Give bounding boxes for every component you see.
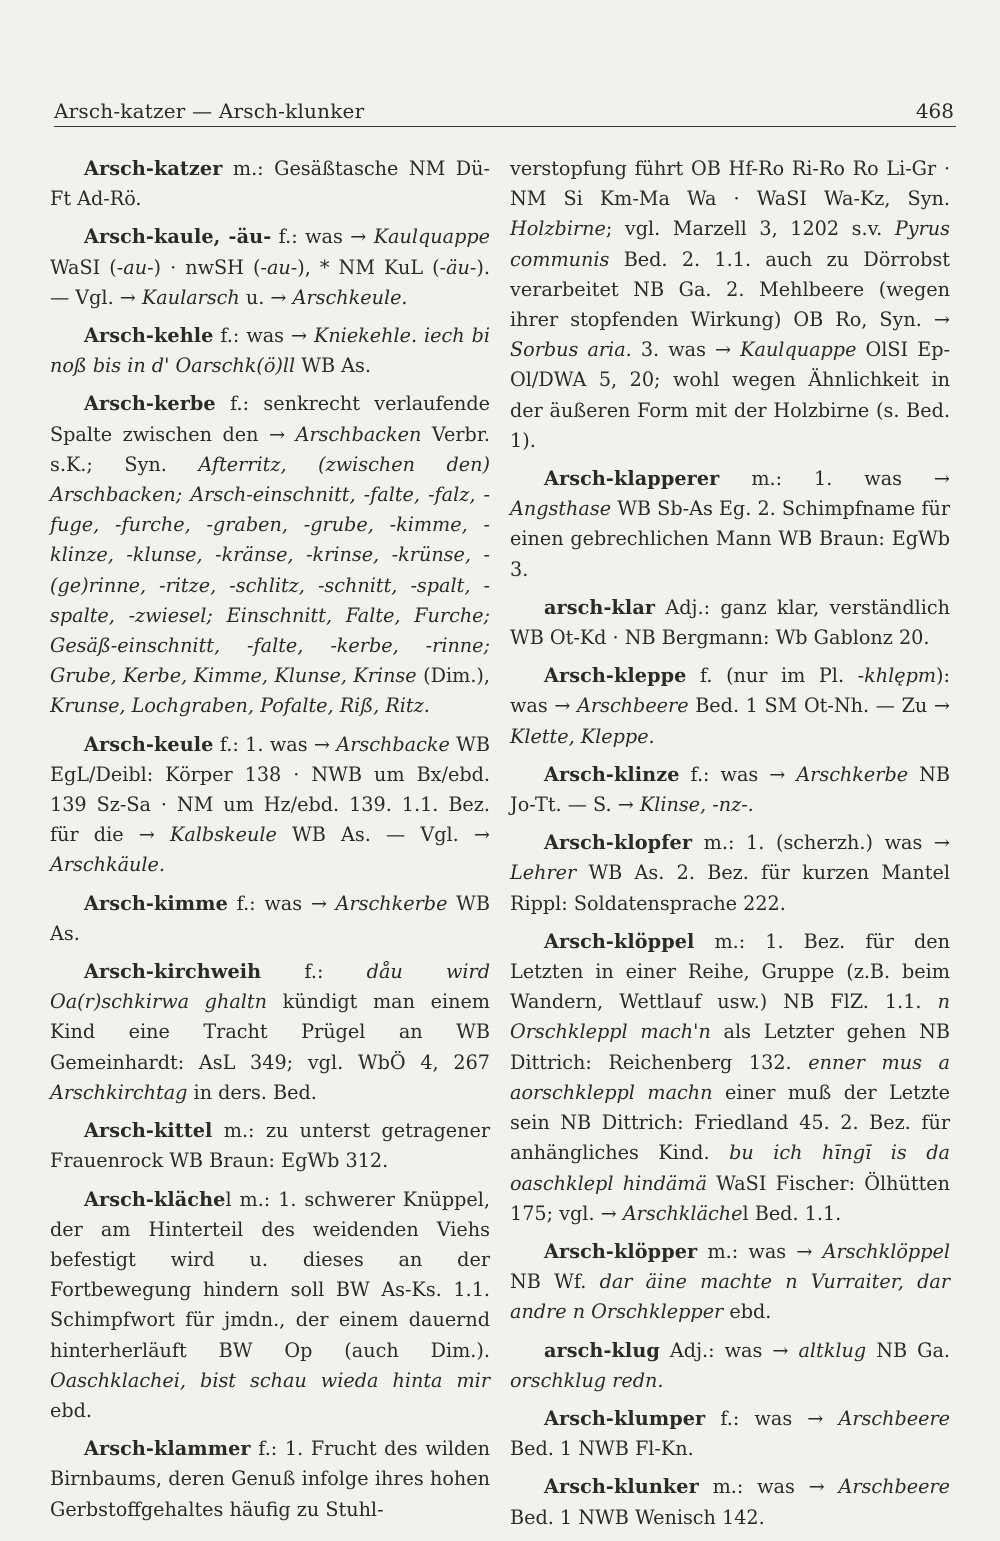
entry-italic-text: Arschbacke [336,732,450,756]
entry-text: (Dim.), [416,664,491,688]
entry-lemma: Arsch-kerbe [84,392,216,416]
entry-text: WB EgL/Deibl: Körper 138 · NWB um Bx/ebd. 139 Sz-Sa · NM um Hz/ebd. 139. 1.1. Bez. für die → [50,732,491,847]
entry-italic-text: Holzbirne [510,217,606,241]
entry-text: Adj.: was → [659,1338,799,1362]
entry-text: l Bed. 1.1. [742,1201,842,1225]
dictionary-entry [510,593,950,653]
entry-italic-text: Arschkäule. [50,853,165,877]
entry-italic-text: Angsthase [510,497,612,521]
dictionary-entry [510,1336,950,1396]
entry-italic-text: Kaularsch [141,285,240,309]
entry-italic-text: au [266,255,291,279]
right-column [510,154,950,1541]
dictionary-entry [510,760,950,820]
entry-text: Bed. 1 SM Ot-Nh. — Zu → [688,694,950,718]
entry-lemma: Arsch-kehle [84,324,214,348]
entry-text: verstopfung führt OB Hf-Ro Ri-Ro Ro Li-Gr · NM Si Km-Ma Wa · WaSI Wa-Kz, Syn. [510,157,950,211]
entry-text: NB Wf. [510,1270,600,1294]
entry-italic-text: bu ich hīngī is da oaschklepl hindämä [510,1141,950,1195]
entry-italic-text: Arschkläche [622,1201,743,1225]
entry-italic-text: Arschbeere [577,694,689,718]
entry-italic-text: orschklug redn. [510,1368,664,1392]
entry-italic-text: Arschbeere [838,1475,950,1499]
entry-text: WB As. [50,891,491,945]
entry-lemma: Arsch-klapperer [544,467,720,491]
entry-text: WB As. 2. Bez. für kurzen Mantel Rippl: Soldatensprache 222. [510,861,950,915]
entry-text: NB Ga. [866,1338,950,1362]
entry-text: f.: [261,960,367,984]
dictionary-entry [510,1237,950,1328]
entry-lemma: Arsch-klinze [544,762,680,786]
dictionary-entry [50,957,490,1108]
entry-text: u. → [239,285,293,309]
entry-text: f.: 1. was → [213,732,337,756]
entry-text: ebd. [50,1398,93,1422]
dictionary-entry [50,154,490,214]
entry-italic-text: Arschkirchtag [50,1080,188,1104]
entry-text: in ders. Bed. [187,1080,317,1104]
entry-italic-text: dåu wird Oa(r)schkirwa ghaltn [50,960,490,1014]
entry-text: Bed. 2. 1.1. auch zu Dörrobst verarbeitet NB Ga. 2. Mehlbeere (wegen ihrer stopfenden Wirkung) OB Ro, Syn. → [510,247,950,332]
entry-italic-text: Oaschklachei, bist schau wieda hinta mir [50,1368,490,1392]
entry-italic-text: Kniekehle. iech bi noß bis in d' Oarschk(ö)ll [50,324,490,378]
entry-text: Adj.: ganz klar, verständlich WB Ot-Kd · NB Bergmann: Wb Gablonz 20. [510,595,950,650]
entry-italic-text: Krunse, Lochgraben, Pofalte, Riß, Ritz. [50,694,430,718]
entry-italic-text: Lehrer [510,861,577,885]
entry-text: m.: was → [697,1239,823,1263]
dictionary-entry [50,1185,490,1427]
entry-italic-text: Kaulquappe [373,225,490,249]
entry-text: m.: 1. (scherzh.) was → [692,831,950,855]
dictionary-entry [510,661,950,752]
entry-italic-text: dar äine machte n Vurraiter, dar andre n Orschklepper [510,1270,950,1324]
entry-text: ; vgl. Marzell 3, 1202 s.v. [605,217,895,241]
dictionary-entry [510,828,950,919]
page-number: 468 [915,99,954,123]
entry-text: Bed. 1 NWB Fl-Kn. [510,1437,694,1461]
entry-lemma: Arsch-kittel [84,1119,213,1143]
entry-lemma: Arsch-kaule, -äu- [84,225,272,249]
entry-text: f.: was → [227,891,336,915]
entry-lemma: Arsch-klumper [544,1406,706,1430]
entry-text: OlSI Ep-Ol/DWA 5, 20; wohl wegen Ähnlichkeit in der äußeren Form mit der Holzbirne (s. Bed. 1). [510,338,950,452]
entry-text: -), * NM KuL (- [290,255,447,279]
entry-text: 3. was → [631,338,741,362]
entry-text: f.: was → [271,225,374,249]
entry-text: WB As. — Vgl. → [276,823,490,847]
entry-italic-text: khlępm [864,664,937,688]
entry-text: WaSI Fischer: Ölhütten 175; vgl. → [510,1171,950,1225]
dictionary-entry [510,464,950,585]
entry-lemma: Arsch-klöpper [544,1239,698,1263]
entry-lemma: Arsch-kleppe [544,664,687,688]
entry-italic-text: enner mus a aorschkleppl machn [510,1050,950,1104]
dictionary-entry [50,1434,490,1525]
entry-text: f.: 1. Frucht des wilden Birnbaums, deren Genuß infolge ihres hohen Gerbstoffgehaltes häufig zu Stuhl- [50,1437,490,1521]
entry-text: -) · nwSH (- [147,255,267,279]
dictionary-entry [50,389,490,721]
dictionary-entry [50,321,490,381]
dictionary-entry [510,154,950,456]
entry-text: m.: 1. Bez. für den Letzten in einer Reihe, Gruppe (z.B. beim Wandern, Wettlauf usw.) NB FlZ. 1.1. [510,929,950,1014]
dictionary-entry [50,730,490,881]
entry-text: WB Sb-As Eg. 2. Schimpfname für einen gebrechlichen Mann WB Braun: EgWb 3. [510,497,950,581]
entry-text: m.: zu unterst getragener Frauenrock WB Braun: EgWb 312. [50,1119,490,1173]
entry-text: ): was → [510,664,950,718]
dictionary-entry [510,927,950,1229]
entry-text: m.: Gesäßtasche NM Dü-Ft Ad-Rö. [50,157,490,211]
entry-text: ebd. [723,1300,772,1324]
entry-lemma: arsch-klar [544,595,656,619]
entry-lemma: Arsch-keule [84,732,214,756]
dictionary-entry [50,889,490,949]
entry-text: als Letzter gehen NB Dittrich: Reichenberg 132. [510,1020,950,1074]
entry-italic-text: au [123,255,148,279]
dictionary-entry [510,1404,950,1464]
entry-text: Bed. 1 NWB Wenisch 142. [510,1505,765,1529]
entry-lemma: Arsch-klunker [544,1475,699,1499]
entry-italic-text: Pyrus communis [510,217,950,271]
dictionary-entry [50,222,490,313]
entry-italic-text: Afterritz, (zwischen den) Arschbacken; Arsch-einschnitt, -falte, -falz, -fuge, -furche, -graben, -grube, -kimme, -klinze, -klunse, -kränse, -krinse, -krünse, -(ge)rinne, -ritze, -schlitz, -schnitt, -spalt, -spalte, -zwiesel; Einschnitt, Falte, Furche; Gesäß-einschnitt, -falte, -kerbe, -rinne; Grube, Kerbe, Kimme, Klunse, Krinse [50,452,490,688]
entry-italic-text: Arschklöppel [822,1239,950,1263]
entry-italic-text: n Orschkleppl mach'n [510,990,950,1044]
entry-text: WB As. [295,354,371,378]
entry-italic-text: Arschbacken [295,422,422,446]
entry-lemma: Arsch-kirchweih [84,960,262,984]
entry-lemma: Arsch-klöppel [544,929,695,953]
entry-text: m.: 1. was → [719,467,950,491]
entry-italic-text: altklug [798,1338,867,1362]
entry-italic-text: Arschkerbe [335,891,448,915]
entry-text: f.: was → [705,1406,839,1430]
entry-text: f. (nur im Pl. - [686,664,865,688]
entry-text: f.: senkrecht verlaufende Spalte zwischen den → [50,392,490,446]
entry-italic-text: Arschkeule. [292,285,408,309]
entry-text: m.: was → [698,1475,839,1499]
entry-italic-text: Kalbskeule [170,823,277,847]
entry-lemma: Arsch-kläche [84,1187,226,1211]
entry-text: Verbr. s.K.; Syn. [50,422,491,476]
entry-lemma: Arsch-katzer [84,157,223,180]
entry-text: einer muß der Letzte sein NB Dittrich: Friedland 45. 2. Bez. für anhängliches Kind. [510,1080,950,1165]
entry-text: f.: was → [213,324,314,348]
entry-italic-text: Klinse, -nz-. [639,793,754,817]
entry-lemma: Arsch-klopfer [544,831,693,855]
entry-text: -). — Vgl. → [50,255,490,309]
entry-text: kündigt man einem Kind eine Tracht Prügel an WB Gemeinhardt: AsL 349; vgl. WbÖ 4, 267 [50,990,490,1074]
entry-italic-text: Klette, Kleppe. [510,724,655,748]
entry-italic-text: Sorbus aria. [510,338,632,362]
dictionary-entry [510,1472,950,1532]
entry-italic-text: Arschkerbe [796,762,909,786]
left-column [50,154,490,1533]
entry-italic-text: äu [446,255,470,279]
entry-lemma: Arsch-klammer [84,1437,251,1461]
entry-lemma: Arsch-kimme [84,891,228,915]
entry-text: f.: was → [679,762,797,786]
entry-text: l m.: 1. schwerer Knüppel, der am Hinterteil des weidenden Viehs befestigt wird u. dieses an der Fortbewegung hindern soll BW As-Ks. 1.1. Schimpfwort für jmdn., der einem dauernd hinterherläuft BW Op (auch Dim.). [50,1187,490,1362]
entry-text: NB Jo-Tt. — S. → [510,762,950,817]
entry-lemma: arsch-klug [544,1338,660,1362]
entry-italic-text: Arschbeere [838,1406,950,1430]
running-header [54,96,956,127]
entry-italic-text: Kaulquappe [740,338,857,362]
header-title: Arsch-katzer — Arsch-klunker [54,99,365,123]
dictionary-entry [50,1116,490,1176]
entry-text: WaSI (- [50,255,124,279]
